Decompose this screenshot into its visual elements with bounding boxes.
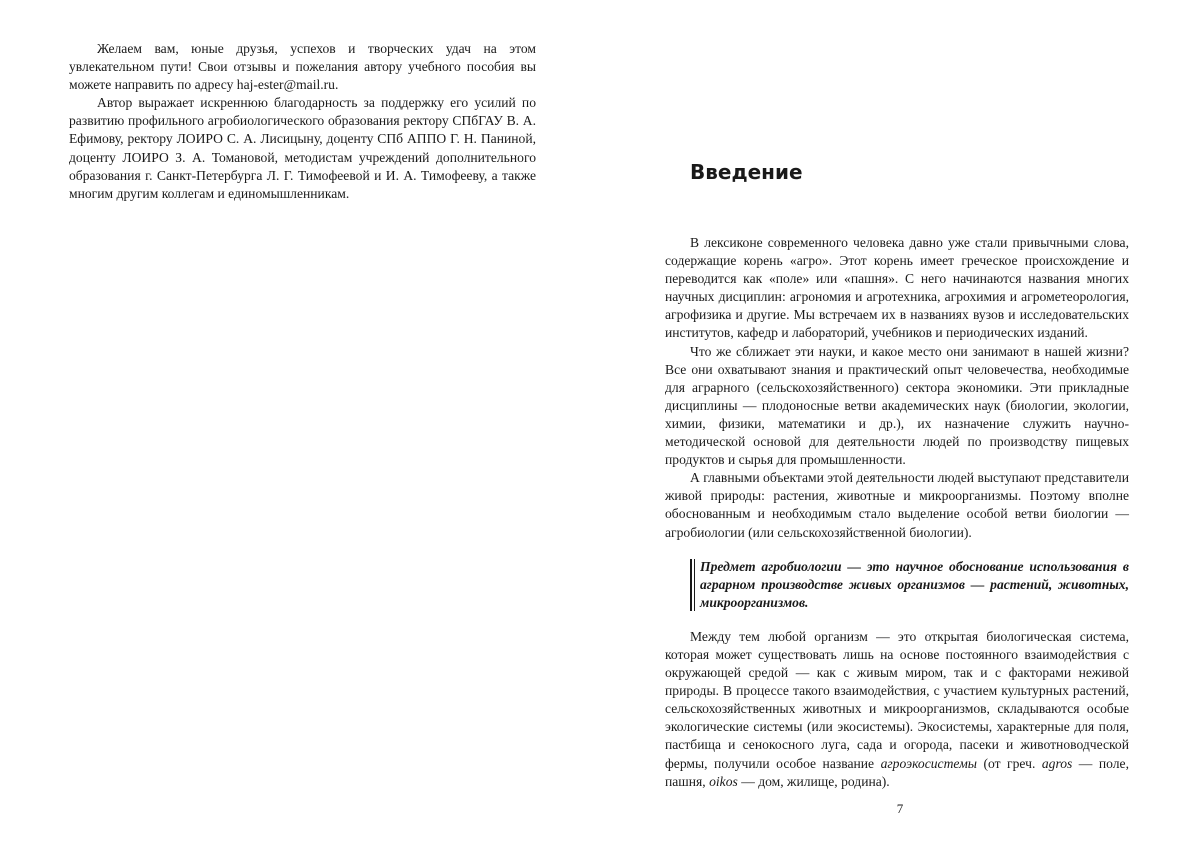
right-page [600,0,1200,848]
body-paragraph: Что же сближает эти науки, и какое место они занимают в нашей жизни? Все они охватывают знания и практический опыт человечества, необходимые для аграрного (сельскохозяйственного) сектора экономики. Эти прикладные дисциплины — плодоносные ветви академических наук (биологии, экологии, химии, физики, математики и др.), их назначение служить научно-методической основой для деятельности людей по производству пищевых продуктов и сырья для промышленности. [665,343,1129,468]
definition-rule [690,559,692,611]
body-paragraph: В лексиконе современного человека давно уже стали привычными слова, содержащие корень «агро». Этот корень имеет греческое происхождение и переводится как «поле» или «пашня». С него начинаются названия многих научных дисциплин: агрономия и агротехника, агрохимия и агрометеорология, агрофизика и другие. Мы встречаем их в названиях вузов и исследовательских институтов, кафедр и лабораторий, учебников и периодических изданий. [665,235,1129,341]
term-agroecosystems: агроэкосистемы [880,755,977,771]
definition-text: Предмет агробиологии — это научное обоснование использования в аграрном производстве живых организмов — растений, животных, микроорганизмов. [700,558,1129,610]
chapter-title: Введение [690,160,803,184]
closing-text-start: Между тем любой организм — это открытая биологическая система, которая может существовать лишь на основе постоянного взаимодействия с окружающей средой — как с живым миром, так и с факторами неживой природы. В процессе такого взаимодействия, с участием культурных растений, сельскохозяйственных животных и микроорганизмов, складываются особые экологические системы (или экосистемы). Экосистемы, характерные для поля, пастбища и сенокосного луга, сада и огорода, пасеки и животноводческой фермы, получили особое название [665,628,1129,771]
greek-word-agros: agros [1041,755,1073,771]
chapter-body [665,234,1129,791]
closing-text-middle: (от греч. [976,755,1042,771]
body-paragraph: А главными объектами этой деятельности людей выступают представители живой природы: растения, животные и микроорганизмы. Поэтому вполне обоснованным и необходимым стало выделение особой ветви биологии — агробиологии (или сельскохозяйственной биологии). [665,470,1129,540]
agros-meaning: — поле, пашня, [665,755,1129,789]
closing-text-end: — дом, жилище, родина). [737,773,890,789]
definition-rule [694,559,696,611]
acknowledgements-paragraph: Автор выражает искреннюю благодарность за поддержку его усилий по развитию профильного агробиологического образования ректору СПбГАУ В. А. Ефимову, ректору ЛОИРО С. А. Лисицыну, доценту СПб АППО Г. Н. Паниной, доценту ЛОИРО З. А. Томановой, методистам учреждений дополнительного образования г. Санкт-Петербурга Л. Г. Тимофеевой и И. А. Тимофееву, а также многим другим коллегам и единомышленникам. [69,95,536,201]
closing-paragraph [665,628,1129,791]
greek-word-oikos: oikos [709,773,738,789]
left-page-text [69,40,536,203]
definition-box [690,558,1129,612]
page-number: 7 [896,801,904,816]
wishes-paragraph: Желаем вам, юные друзья, успехов и творческих удач на этом увлекательном пути! Свои отзывы и пожелания автору учебного пособия вы можете направить по адресу haj-ester@mail.ru. [69,41,536,93]
